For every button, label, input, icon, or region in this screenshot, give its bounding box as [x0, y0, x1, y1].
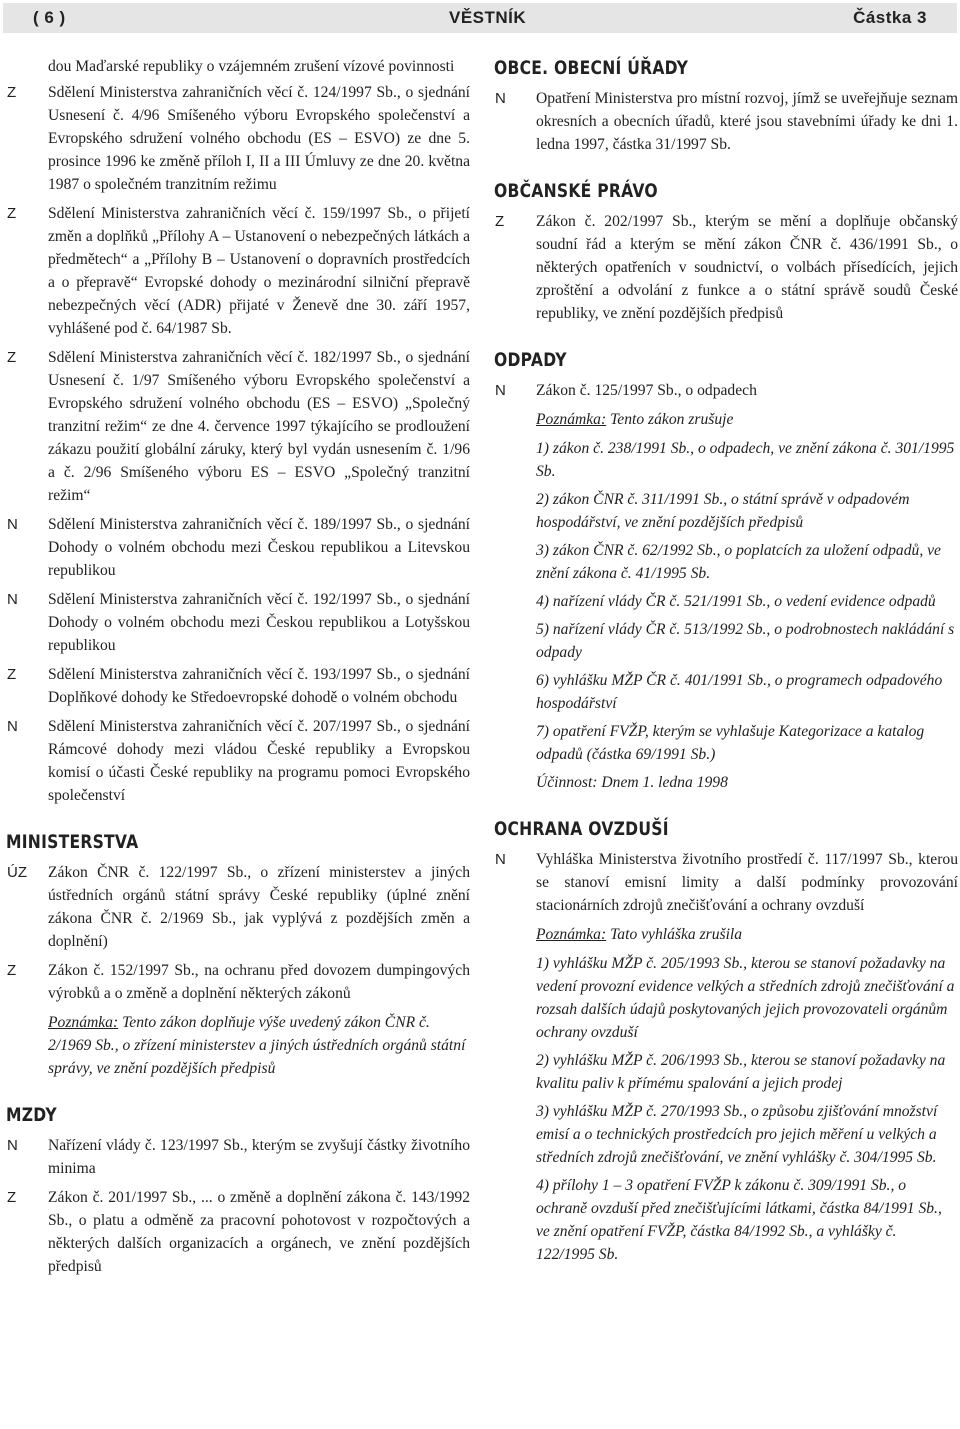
entry [488, 210, 958, 325]
entry-text: Sdělení Ministerstva zahraničních věcí č. 193/1997 Sb., o sjednání Doplňkové dohody ke Středoevropské dohodě o volném obchodu [48, 666, 470, 706]
list-item: 3) vyhlášku MŽP č. 270/1993 Sb., o způsobu zjišťování množství emisí a o technických prostředcích pro jejich měření u velkých a středních zdrojů znečišťování, ve znění vyhlášky č. 304/1995 Sb. [536, 1103, 938, 1166]
entry-text: Sdělení Ministerstva zahraničních věcí č. 192/1997 Sb., o sjednání Dohody o volném obchodu mezi Českou republikou a Lotyšskou republikou [48, 591, 470, 654]
note [488, 408, 958, 431]
entry-text: Sdělení Ministerstva zahraničních věcí č. 159/1997 Sb., o přijetí změn a doplňků „Přílohy A – Ustanovení o nebezpečných látkách a předmětech“ a „Přílohy B – Ustanovení o dopravních prostředcích a o přepravě“ Evropské dohody o mezinárodní silniční přepravě nebezpečných věcí (ADR) přijaté v Ženevě dne 30. září 1957, vyhlášené pod č. 64/1987 Sb. [48, 205, 470, 337]
section-heading-ochrana-ovzdusi: OCHRANA OVZDUŠÍ [494, 818, 669, 840]
note-label: Poznámka: [48, 1014, 119, 1031]
entry [0, 1134, 470, 1180]
list-item: 4) přílohy 1 – 3 opatření FVŽP k zákonu č. 309/1991 Sb., o ochraně ovzduší před znečišťujícími látkami, částka 84/1991 Sb., ve znění opatření FVŽP, částka 84/1992 Sb., a vyhlášky č. 122/1995 Sb. [536, 1177, 942, 1263]
entry-letter: N [7, 1137, 18, 1154]
entry-letter: Z [7, 1189, 17, 1206]
list-item: 5) nařízení vlády ČR č. 513/1992 Sb., o podrobnostech nakládání s odpady [536, 621, 955, 661]
entry-text: dou Maďarské republiky o vzájemném zrušení vízové povinnosti [48, 58, 455, 75]
entry-text: Sdělení Ministerstva zahraničních věcí č. 207/1997 Sb., o sjednání Rámcové dohody mezi vládou České republiky a Evropskou komisí o účasti České republiky na programu pomoci Evropského společenství [48, 718, 470, 804]
note [488, 923, 958, 946]
repealed-list [488, 952, 958, 1266]
journal-title: VĚSTNÍK [449, 8, 527, 27]
entry [488, 87, 958, 156]
entry [488, 379, 958, 402]
entry-letter: N [7, 718, 18, 735]
note [0, 1011, 470, 1080]
note-label: Poznámka: [536, 411, 607, 428]
left-column [0, 55, 470, 1284]
entry [0, 1186, 470, 1278]
effective-date: Účinnost: Dnem 1. ledna 1998 [536, 774, 728, 791]
entry [0, 81, 470, 196]
page-number: ( 6 ) [33, 8, 66, 27]
entry [0, 346, 470, 507]
entry-text: Sdělení Ministerstva zahraničních věcí č. 189/1997 Sb., o sjednání Dohody o volném obchodu mezi Českou republikou a Litevskou republikou [48, 516, 470, 579]
section-heading-odpady: ODPADY [494, 349, 567, 371]
entry [0, 513, 470, 582]
entry-letter: N [7, 516, 18, 533]
entry-text: Zákon ČNR č. 122/1997 Sb., o zřízení ministerstev a jiných ústředních orgánů státní správy České republiky (úplné znění zákona ČNR č. 2/1969 Sb., jak vyplývá z pozdějších změn a doplnění) [48, 864, 470, 950]
list-item: 1) zákon č. 238/1991 Sb., o odpadech, ve znění zákona č. 301/1995 Sb. [536, 440, 955, 480]
note-text: Tato vyhláška zrušila [606, 926, 743, 943]
section-heading-ministerstva: MINISTERSTVA [6, 831, 139, 853]
entry [0, 663, 470, 709]
note-text: Tento zákon zrušuje [606, 411, 734, 428]
entry-text: Opatření Ministerstva pro místní rozvoj, jímž se uveřejňuje seznam okresních a obecních úřadů, které jsou stavebními úřady ke dni 1. ledna 1997, částka 31/1997 Sb. [536, 90, 958, 153]
list-item: 1) vyhlášku MŽP č. 205/1993 Sb., kterou se stanoví požadavky na vedení provozní evidence velkých a středních zdrojů znečišťování a rozsah dalších údajů poskytovaných jejich provozovateli orgánům ochrany ovzduší [536, 955, 955, 1041]
entry [0, 959, 470, 1005]
section-heading-obcanske-pravo: OBČANSKÉ PRÁVO [494, 180, 658, 202]
entry-text: Zákon č. 201/1997 Sb., ... o změně a doplnění zákona č. 143/1992 Sb., o platu a odměně za pracovní pohotovost v rozpočtových a některých dalších organizacích a orgánech, ve znění pozdějších předpisů [48, 1189, 470, 1275]
list-item: 3) zákon ČNR č. 62/1992 Sb., o poplatcích za uložení odpadů, ve znění zákona č. 41/1995 Sb. [536, 542, 941, 582]
page-header [3, 3, 957, 33]
entry-letter: N [495, 382, 506, 399]
entry-letter: ÚZ [7, 864, 27, 881]
note-label: Poznámka: [536, 926, 607, 943]
entry-text: Sdělení Ministerstva zahraničních věcí č. 182/1997 Sb., o sjednání Usnesení č. 1/97 Smíšeného výboru Evropského společenství a Evropského sdružení volného obchodu (ES – ESVO) „Společný tranzitní režim“ ze dne 4. července 1997 týkajícího se prodloužení zákazu použití globální záruky, který byl vydán usnesením č. 1/96 a č. 2/96 Smíšeného výboru ES – ESVO „Společný tranzitní režim“ [48, 349, 470, 504]
entry-text: Zákon č. 152/1997 Sb., na ochranu před dovozem dumpingových výrobků a o změně a doplnění některých zákonů [48, 962, 470, 1002]
entry-letter: N [7, 591, 18, 608]
section-heading-obce: OBCE. OBECNÍ ÚŘADY [494, 57, 689, 79]
entry-text: Sdělení Ministerstva zahraničních věcí č. 124/1997 Sb., o sjednání Usnesení č. 4/96 Smíšeného výboru Evropského společenství a Evropského sdružení volného obchodu (ES – ESVO) ze dne 5. prosince 1996 ke změně příloh I, II a III Úmluvy ze dne 20. května 1987 o společném tranzitním režimu [48, 84, 470, 193]
list-item: 6) vyhlášku MŽP ČR č. 401/1991 Sb., o programech odpadového hospodářství [536, 672, 943, 712]
list-item: 2) zákon ČNR č. 311/1991 Sb., o státní správě v odpadovém hospodářství, ve znění pozdějších předpisů [536, 491, 910, 531]
list-item: 4) nařízení vlády ČR č. 521/1991 Sb., o vedení evidence odpadů [536, 593, 936, 610]
entry-text: Zákon č. 125/1997 Sb., o odpadech [536, 382, 757, 399]
entry-text: Zákon č. 202/1997 Sb., kterým se mění a doplňuje občanský soudní řád a kterým se mění zákon ČNR č. 436/1991 Sb., o některých opatřeních v soudnictví, o volbách přísedících, jejich zproštění a odvolání z funkce a o státní správě soudů České republiky, ve znění pozdějších předpisů [536, 213, 958, 322]
entry-letter: Z [7, 962, 17, 979]
entry-letter: N [495, 90, 506, 107]
entry-letter: Z [7, 84, 17, 101]
section-heading-mzdy: MZDY [6, 1104, 57, 1126]
issue-number: Částka 3 [853, 8, 927, 27]
entry-letter: Z [495, 213, 505, 230]
entry-text: Vyhláška Ministerstva životního prostředí č. 117/1997 Sb., kterou se stanoví emisní limity a další podmínky provozování stacionárních zdrojů znečišťování a ochrany ovzduší [536, 851, 958, 914]
note-text: Tento zákon doplňuje výše uvedený zákon ČNR č. 2/1969 Sb., o zřízení ministerstev a jiných ústředních orgánů státní správy, ve znění pozdějších předpisů [48, 1014, 466, 1077]
entry [0, 861, 470, 953]
entry-letter: Z [7, 666, 17, 683]
entry-letter: Z [7, 205, 17, 222]
list-item: 2) vyhlášku MŽP č. 206/1993 Sb., kterou se stanoví požadavky na kvalitu paliv k přímému spalování a jejich prodej [536, 1052, 946, 1092]
right-column [488, 55, 958, 1271]
list-item: 7) opatření FVŽP, kterým se vyhlašuje Kategorizace a katalog odpadů (částka 69/1991 Sb.) [536, 723, 925, 763]
entry [0, 55, 470, 78]
entry [0, 202, 470, 340]
repealed-list [488, 437, 958, 794]
entry-letter: Z [7, 349, 17, 366]
entry [488, 848, 958, 917]
entry [0, 588, 470, 657]
entry-letter: N [495, 851, 506, 868]
entry [0, 715, 470, 807]
entry-text: Nařízení vlády č. 123/1997 Sb., kterým se zvyšují částky životního minima [48, 1137, 470, 1177]
